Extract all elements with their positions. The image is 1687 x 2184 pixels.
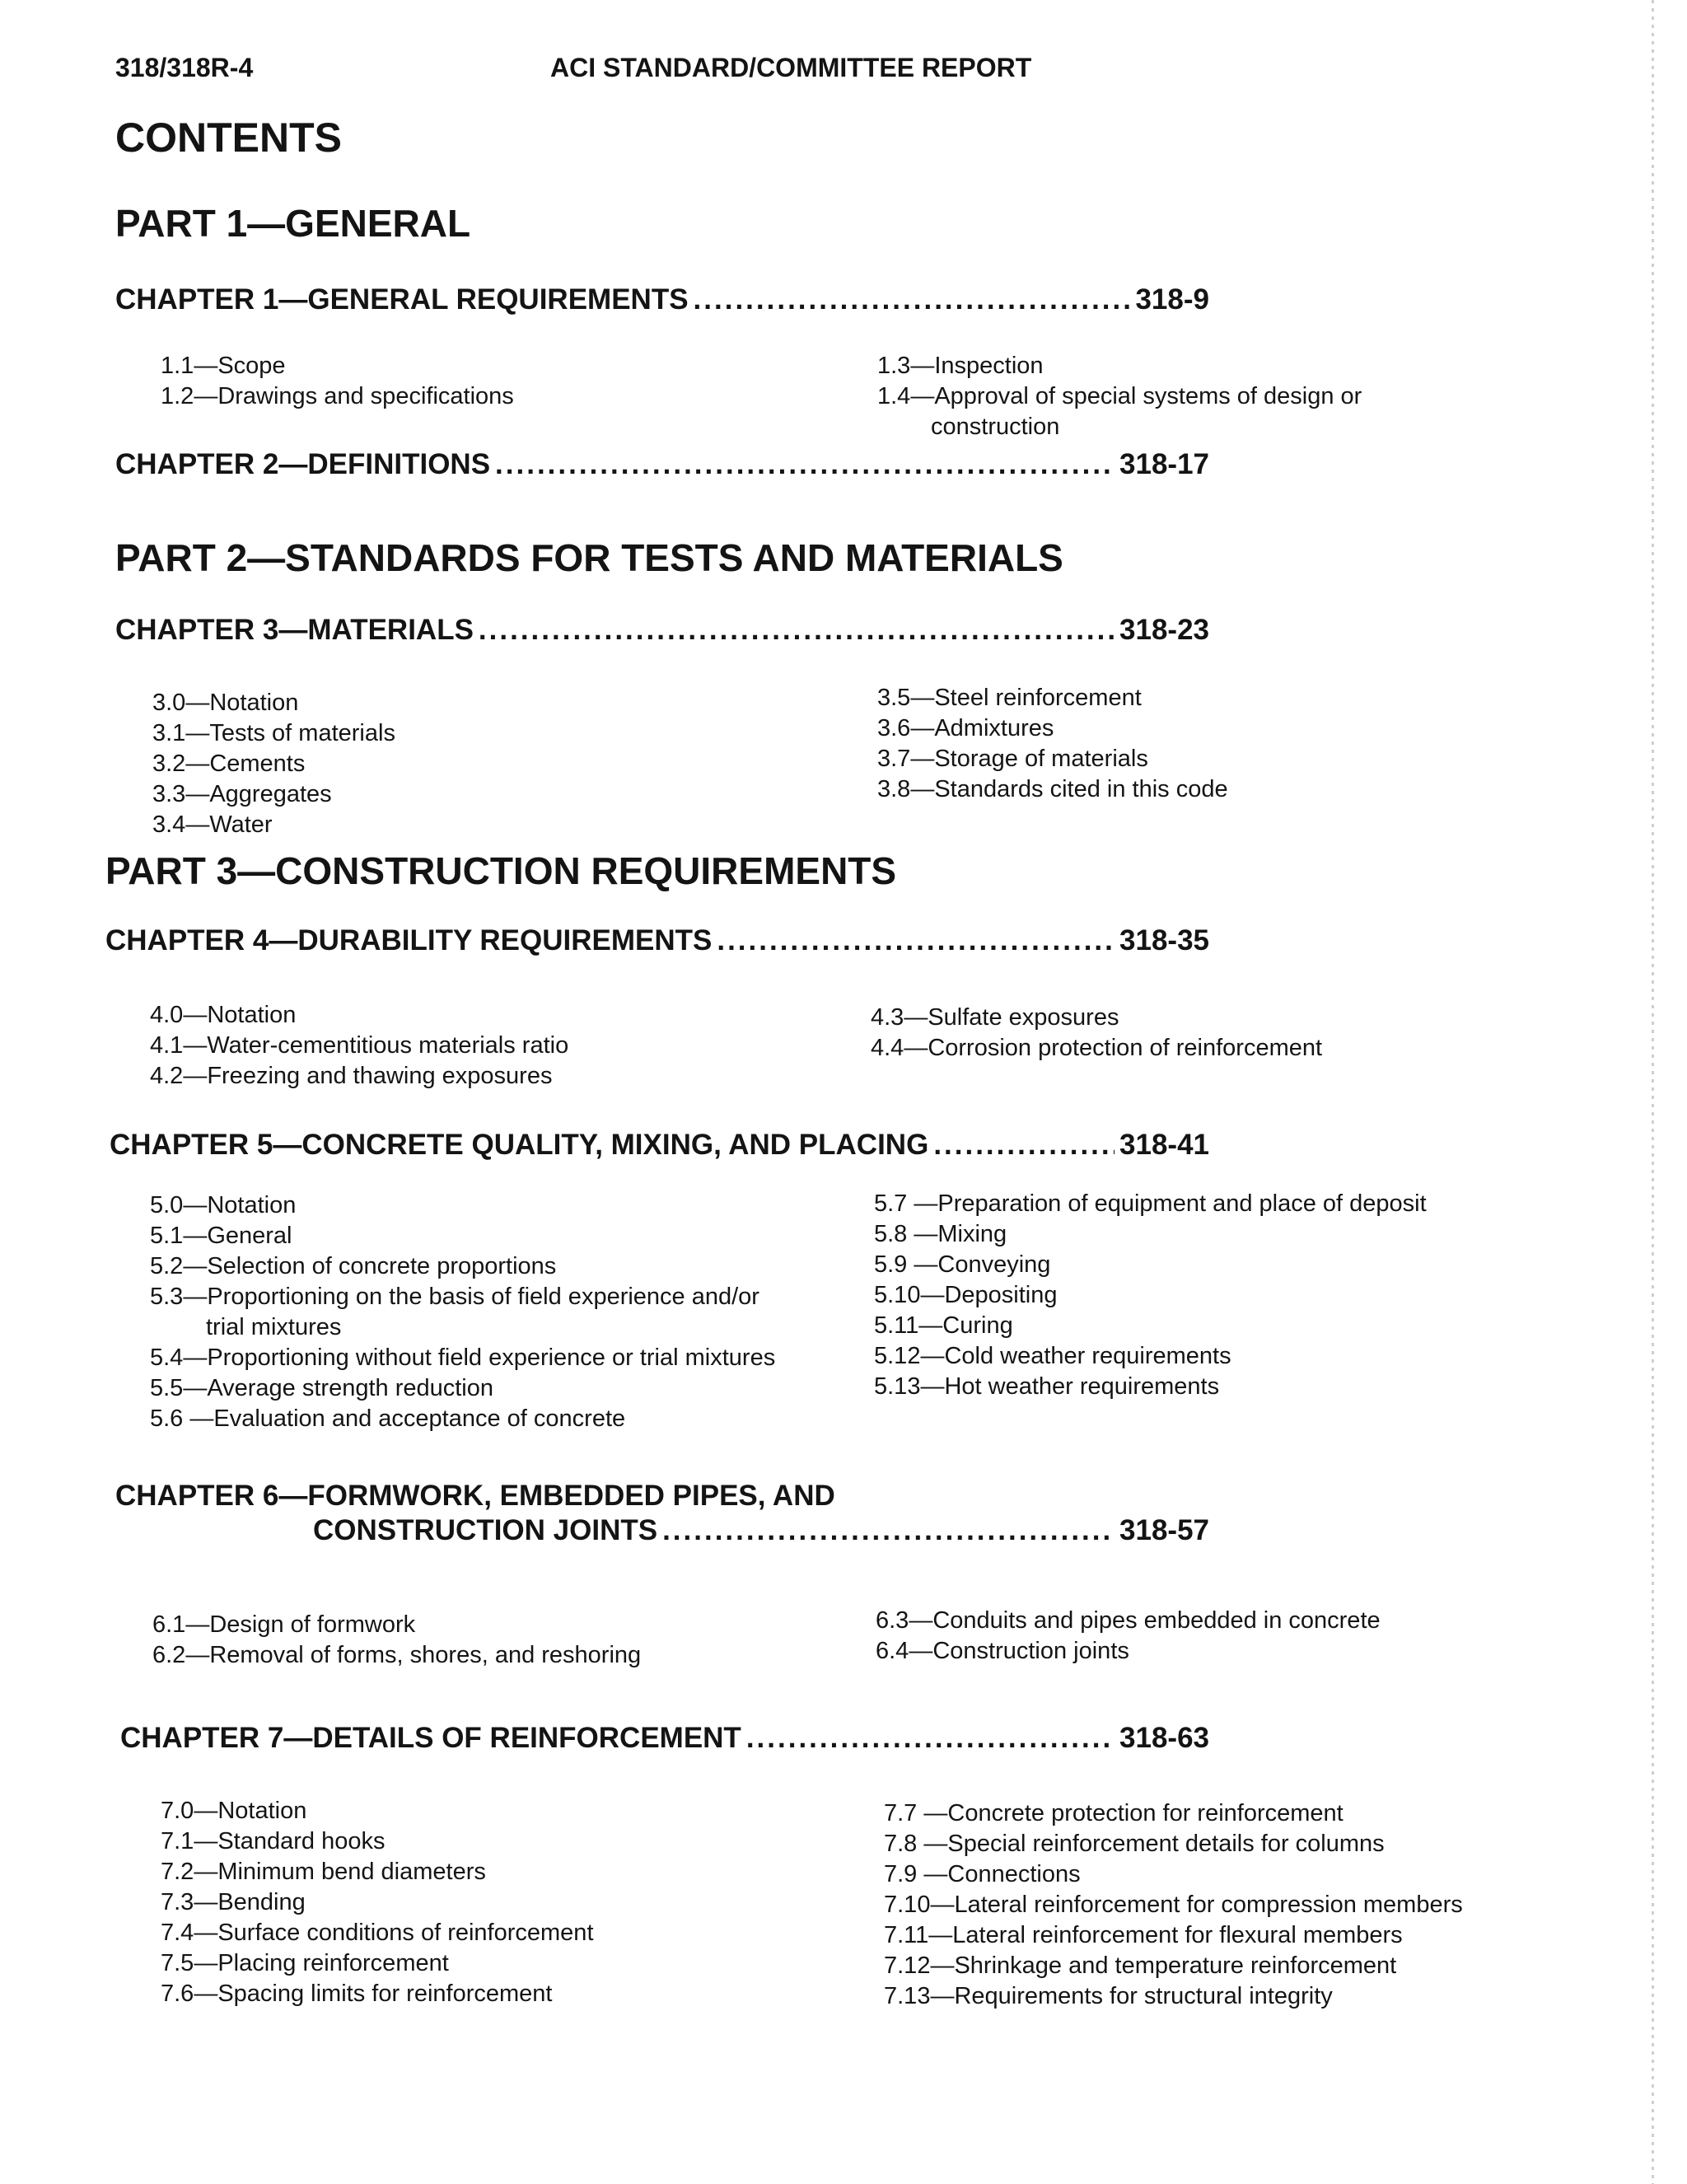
section-item[interactable]: 3.4—Water — [152, 811, 273, 838]
part-3-heading: PART 3—CONSTRUCTION REQUIREMENTS — [105, 849, 897, 892]
section-item[interactable]: 3.1—Tests of materials — [152, 720, 395, 746]
section-item-continuation[interactable]: trial mixtures — [206, 1314, 342, 1340]
section-item[interactable]: 7.4—Surface conditions of reinforcement — [161, 1920, 594, 1946]
section-item[interactable]: 5.8 —Mixing — [874, 1221, 1007, 1247]
chapter-1-sections-right — [877, 351, 1362, 442]
section-item[interactable]: 5.5—Average strength reduction — [150, 1375, 494, 1401]
section-item[interactable]: 3.8—Standards cited in this code — [877, 776, 1228, 802]
section-item[interactable]: 4.4—Corrosion protection of reinforcement — [871, 1035, 1323, 1061]
section-item[interactable]: 5.0—Notation — [150, 1192, 297, 1218]
section-item[interactable]: 7.1—Standard hooks — [161, 1828, 386, 1854]
chapter-title: CHAPTER 1—GENERAL REQUIREMENTS — [115, 283, 689, 316]
section-item[interactable]: 3.2—Cements — [152, 751, 306, 777]
chapter-page: 318-63 — [1119, 1722, 1209, 1754]
part-1-heading: PART 1—GENERAL — [115, 202, 471, 245]
section-item[interactable]: 3.7—Storage of materials — [877, 746, 1148, 772]
chapter-4-sections-right — [871, 1003, 1322, 1064]
chapter-title: CONSTRUCTION JOINTS — [313, 1514, 658, 1546]
section-item[interactable]: 7.11—Lateral reinforcement for flexural members — [884, 1922, 1403, 1948]
section-item[interactable]: 3.0—Notation — [152, 690, 299, 716]
dot-leader — [495, 448, 1115, 481]
running-title: ACI STANDARD/COMMITTEE REPORT — [550, 53, 1032, 82]
section-item[interactable]: 5.12—Cold weather requirements — [874, 1343, 1231, 1369]
chapter-3-sections-right — [877, 683, 1228, 805]
section-item[interactable]: 5.10—Depositing — [874, 1282, 1058, 1308]
dot-leader — [746, 1722, 1115, 1755]
section-item[interactable]: 6.2—Removal of forms, shores, and reshoring — [152, 1642, 642, 1668]
chapter-page: 318-57 — [1119, 1514, 1209, 1546]
part-2-heading: PART 2—STANDARDS FOR TESTS AND MATERIALS — [115, 536, 1063, 579]
chapter-5-sections-left — [150, 1190, 775, 1434]
chapter-title: CHAPTER 3—MATERIALS — [115, 614, 474, 646]
section-item[interactable]: 1.3—Inspection — [877, 353, 1044, 379]
section-item[interactable]: 7.3—Bending — [161, 1889, 306, 1915]
section-item[interactable]: 3.6—Admixtures — [877, 715, 1054, 741]
chapter-4-sections-left — [150, 1000, 568, 1092]
page-edge-shadow — [1652, 0, 1654, 2184]
chapter-title: CHAPTER 7—DETAILS OF REINFORCEMENT — [120, 1722, 741, 1754]
section-item[interactable]: 5.4—Proportioning without field experience or trial mixtures — [150, 1345, 776, 1371]
section-item[interactable]: 5.6 —Evaluation and acceptance of concrete — [150, 1405, 626, 1432]
section-item[interactable]: 5.11—Curing — [874, 1312, 1013, 1339]
chapter-4-entry[interactable] — [105, 924, 1209, 957]
chapter-title: CHAPTER 4—DURABILITY REQUIREMENTS — [105, 924, 713, 956]
chapter-page: 318-9 — [1135, 283, 1209, 316]
dot-leader — [694, 283, 1131, 316]
section-item[interactable]: 5.2—Selection of concrete proportions — [150, 1253, 557, 1279]
section-item[interactable]: 4.3—Sulfate exposures — [871, 1004, 1119, 1031]
section-item[interactable]: 7.7 —Concrete protection for reinforcement — [884, 1800, 1344, 1826]
section-item[interactable]: 7.2—Minimum bend diameters — [161, 1859, 486, 1885]
section-item[interactable]: 5.3—Proportioning on the basis of field experience and/or — [150, 1284, 759, 1310]
section-item[interactable]: 7.0—Notation — [161, 1798, 307, 1824]
chapter-6-entry[interactable] — [313, 1514, 1209, 1547]
chapter-page: 318-41 — [1119, 1129, 1209, 1161]
section-item[interactable]: 6.4—Construction joints — [876, 1638, 1129, 1664]
chapter-2-entry[interactable] — [115, 448, 1209, 481]
dot-leader — [933, 1129, 1115, 1162]
section-item[interactable]: 1.4—Approval of special systems of design or — [877, 383, 1362, 409]
section-item[interactable]: 3.3—Aggregates — [152, 781, 332, 807]
chapter-title: CHAPTER 5—CONCRETE QUALITY, MIXING, AND PLACING — [110, 1129, 929, 1161]
section-item[interactable]: 5.7 —Preparation of equipment and place of deposit — [874, 1190, 1427, 1217]
chapter-7-entry[interactable] — [120, 1722, 1209, 1755]
section-item[interactable]: 7.9 —Connections — [884, 1861, 1081, 1887]
dot-leader — [717, 924, 1115, 957]
section-item[interactable]: 5.13—Hot weather requirements — [874, 1373, 1220, 1400]
section-item[interactable]: 4.0—Notation — [150, 1002, 297, 1028]
dot-leader — [479, 614, 1115, 647]
page-number-header: 318/318R-4 — [115, 53, 254, 82]
section-item[interactable]: 7.6—Spacing limits for reinforcement — [161, 1981, 553, 2007]
chapter-7-sections-right — [884, 1798, 1463, 2012]
section-item[interactable]: 3.5—Steel reinforcement — [877, 685, 1142, 711]
section-item[interactable]: 6.3—Conduits and pipes embedded in concrete — [876, 1607, 1381, 1634]
section-item[interactable]: 5.9 —Conveying — [874, 1251, 1051, 1278]
section-item[interactable]: 7.8 —Special reinforcement details for columns — [884, 1831, 1385, 1857]
section-item[interactable]: 7.12—Shrinkage and temperature reinforcement — [884, 1953, 1397, 1979]
chapter-3-sections-left — [152, 688, 395, 840]
section-item[interactable]: 5.1—General — [150, 1223, 292, 1249]
chapter-1-entry[interactable] — [115, 283, 1209, 316]
dot-leader — [662, 1514, 1115, 1547]
section-item[interactable]: 7.5—Placing reinforcement — [161, 1950, 449, 1976]
section-item[interactable]: 1.2—Drawings and specifications — [161, 383, 514, 409]
chapter-6-sections-left — [152, 1610, 641, 1671]
section-item[interactable]: 7.10—Lateral reinforcement for compression members — [884, 1892, 1463, 1918]
chapter-title: CHAPTER 2—DEFINITIONS — [115, 448, 491, 480]
chapter-page: 318-35 — [1119, 924, 1209, 956]
chapter-1-sections-left — [161, 351, 514, 412]
chapter-5-entry[interactable] — [110, 1129, 1209, 1162]
chapter-3-entry[interactable] — [115, 614, 1209, 647]
chapter-page: 318-23 — [1119, 614, 1209, 646]
section-item[interactable]: 1.1—Scope — [161, 353, 286, 379]
contents-title: CONTENTS — [115, 115, 342, 161]
chapter-page: 318-17 — [1119, 448, 1209, 480]
section-item-continuation[interactable]: construction — [931, 414, 1060, 440]
section-item[interactable]: 4.1—Water-cementitious materials ratio — [150, 1032, 569, 1059]
section-item[interactable]: 6.1—Design of formwork — [152, 1611, 416, 1638]
chapter-5-sections-right — [874, 1189, 1427, 1402]
section-item[interactable]: 7.13—Requirements for structural integrity — [884, 1983, 1333, 2009]
section-item[interactable]: 4.2—Freezing and thawing exposures — [150, 1063, 553, 1089]
chapter-7-sections-left — [161, 1796, 594, 2009]
chapter-6-sections-right — [876, 1606, 1381, 1667]
chapter-6-title-line1[interactable]: CHAPTER 6—FORMWORK, EMBEDDED PIPES, AND — [115, 1480, 835, 1512]
